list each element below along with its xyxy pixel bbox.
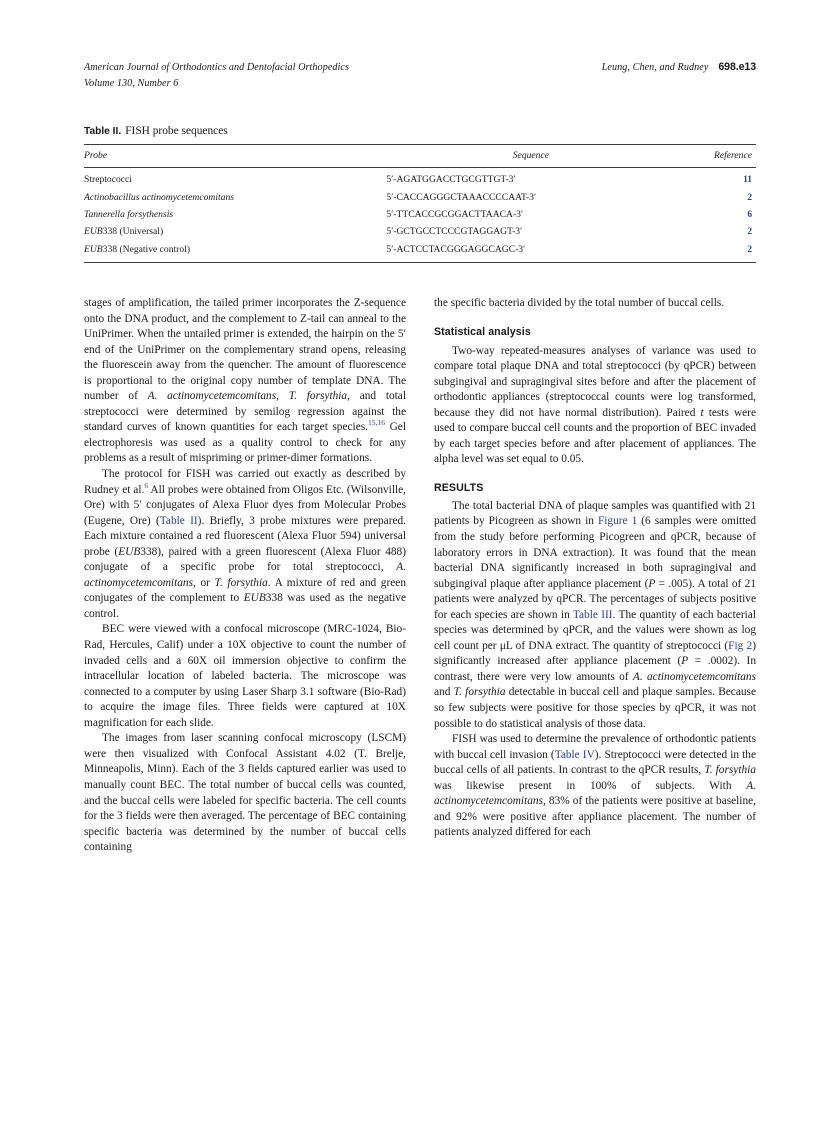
- paragraph-amplification: [84, 296, 406, 467]
- text-run: ) significantly increased after appliance placement (: [434, 639, 757, 668]
- cell-sequence: 5′-CACCAGGGCTAAACCCCAAT-3′: [386, 191, 537, 203]
- cell-sequence: 5′-AGATGGACCTGCGTTGT-3′: [386, 174, 516, 186]
- eub-prefix: EUB: [84, 226, 103, 238]
- table-row: [84, 241, 756, 262]
- journal-volume: Volume 130, Number 6: [84, 77, 179, 89]
- table-ii-link[interactable]: Table II: [159, 514, 198, 527]
- text-run: . A mixture of red and green conjugates of the complement to: [84, 576, 406, 605]
- species-name: T. forsythia: [453, 686, 506, 699]
- paragraph-results-dna: [434, 499, 756, 732]
- cell-reference: [675, 189, 756, 206]
- reference-link[interactable]: 11: [743, 175, 752, 186]
- column-header-probe: Probe: [84, 145, 386, 168]
- table-row: [84, 224, 756, 241]
- species-name: T. forsythia: [704, 764, 756, 777]
- text-run: ). Streptococci were detected in the buccal cells of all patients. In contrast to the qPCR results,: [434, 748, 757, 777]
- article-authors: Leung, Chen, and Rudney: [601, 62, 709, 73]
- text-run: ,: [276, 390, 289, 403]
- text-run: . The quantity of each bacterial species was determined by qPCR, and the values were shown as log cell count per μL of DNA extract. The quantity of streptococci (: [434, 608, 756, 652]
- probe-rest: 338 (Negative control): [102, 243, 191, 255]
- cell-probe: Actinobacillus actinomycetemcomitans: [84, 191, 234, 203]
- paragraph-anova: [434, 344, 756, 468]
- text-run: = .005). A total of 21 patients were analyzed by qPCR. The percentages of subjects positive for each species are shown in: [434, 577, 756, 621]
- journal-name: [84, 60, 349, 91]
- cell-reference: [675, 168, 756, 189]
- table-row: [84, 206, 756, 223]
- text-run: Gel electrophoresis was used as a quality control to check for any problems as a result of mispriming or primer-dimer formations.: [84, 421, 406, 465]
- page-number: 698.e13: [718, 61, 756, 73]
- cell-reference: [675, 241, 756, 262]
- text-run: tests were used to compare buccal cell counts and the proportion of BEC invaded by each target species before and after placement of appliances. The alpha level was set equal to 0.05.: [434, 406, 756, 466]
- eub-prefix: EUB: [84, 243, 103, 255]
- citation-superscript[interactable]: 6: [144, 480, 149, 490]
- column-header-sequence: Sequence: [386, 145, 675, 168]
- body-column-left: [84, 296, 406, 856]
- text-run: The total bacterial DNA of plaque samples was quantified with 21 patients by Picogreen as shown in: [434, 499, 756, 528]
- eub-prefix: EUB: [118, 545, 141, 558]
- text-run: The protocol for FISH was carried out exactly as described by Rudney et al.: [84, 468, 406, 496]
- species-name: T. forsythia: [288, 390, 348, 403]
- text-run: 338 was used as the negative control.: [84, 592, 406, 620]
- table-header-row: [84, 145, 756, 168]
- cell-sequence: 5′-GCTGCCTCCCGTAGGAGT-3′: [386, 226, 523, 238]
- heading-statistical-analysis: Statistical analysis: [434, 325, 531, 338]
- statistic-symbol: t: [700, 406, 704, 419]
- reference-link[interactable]: 6: [747, 209, 752, 220]
- paragraph-buccal-cells: the specific bacteria divided by the total number of buccal cells.: [434, 297, 725, 309]
- table-body: [84, 168, 756, 262]
- text-run: Two-way repeated-measures analyses of variance was used to compare total plaque DNA and total streptococci (by qPCR) between subgingival and supragingival sites before and after the placement of orthodontic appliances (streptococcal counts were log transformed, because they did not have normal distribution). Paired: [434, 344, 756, 419]
- text-run: , 83% of the patients were positive at baseline, and 92% were positive after appliance placement. The number of patients analyzed differed for each: [434, 795, 756, 839]
- cell-sequence: 5′-TTCACCGCGGACTTAACA-3′: [386, 208, 524, 220]
- text-run: detectable in buccal cell and plaque samples. Because so few subjects were positive for those species by qPCR, it was not possible to do statistical analysis of those data.: [434, 686, 757, 730]
- table-block: [84, 124, 756, 263]
- running-head: [84, 60, 756, 94]
- species-name: A. actinomycetemcomitans: [147, 390, 277, 403]
- cell-sequence: 5′-ACTCCTACGGGAGGCAGC-3′: [386, 243, 526, 255]
- cell-probe: Streptococci: [84, 174, 132, 186]
- table-row: [84, 168, 756, 189]
- paragraph-bec-microscope: BEC were viewed with a confocal microscope (MRC-1024, Bio-Rad, Hercules, Calif) under a 10X objective to count the number of invaded cells and a 60X oil immersion objective to confirm the intracellular location of labeled bacteria. The microscope was connected to a computer by using Laser Sharp 3.1 software (Bio-Rad) to acquire the image files. Three fields were captured at 10X magnification for each slide.: [84, 623, 406, 729]
- statistic-symbol: P: [681, 655, 689, 668]
- journal-title: American Journal of Orthodontics and Dentofacial Orthopedics: [84, 62, 350, 73]
- fish-probe-table: [84, 144, 756, 262]
- species-name: T. forsythia: [214, 576, 268, 589]
- paragraph-fish-prevalence: [434, 732, 756, 841]
- text-run: (6 samples were omitted from the study before performing Picogreen and qPCR, because of laboratory errors in DNA extraction). It was found that the mean bacterial DNA significantly increased in both supragingival and subgingival plaque after appliance placement (: [434, 515, 757, 590]
- text-run: , or: [193, 576, 215, 589]
- text-run: FISH was used to determine the prevalence of orthodontic patients with buccal cell invasion (: [434, 733, 756, 761]
- cell-reference: [675, 224, 756, 241]
- citation-superscript[interactable]: 15,16: [367, 418, 386, 428]
- table-iii-link[interactable]: Table III: [572, 608, 613, 621]
- table-title: FISH probe sequences: [125, 125, 228, 137]
- reference-link[interactable]: 2: [747, 244, 752, 255]
- paragraph-lscm-images: The images from laser scanning confocal microscopy (LSCM) were then visualized with Confocal Assistant 4.02 (T. Brelje, Minneapolis, Minn). Each of the 3 fields captured earlier was used to manually count BEC. The total number of buccal cells was counted, and the buccal cells were labeled for specific bacteria. The cell counts for the 3 fields were then averaged. The percentage of BEC containing specific bacteria was determined by the number of buccal cells containing: [84, 732, 406, 854]
- cell-probe: [84, 224, 386, 241]
- table-label: Table II.: [84, 126, 122, 137]
- table-row: [84, 189, 756, 206]
- running-head-right: [602, 60, 756, 76]
- text-run: ). Briefly, 3 probe mixtures were prepared. Each mixture contained a red fluorescent (Alexa Fluor 594) universal probe (: [84, 514, 407, 558]
- cell-probe: [84, 241, 386, 262]
- heading-results: RESULTS: [434, 481, 484, 494]
- probe-rest: 338 (Universal): [102, 226, 164, 238]
- table-caption: [84, 124, 756, 139]
- table-bottom-rule: [84, 262, 756, 263]
- statistic-symbol: P: [648, 577, 656, 590]
- cell-reference: [675, 206, 756, 223]
- column-header-reference: Reference: [675, 145, 756, 168]
- paragraph-fish-protocol: [84, 467, 406, 622]
- text-run: = .0002). In contrast, there were very low amounts of: [434, 655, 756, 683]
- species-name: A. actinomycetemcomitans: [632, 670, 757, 683]
- text-run: and: [434, 686, 454, 699]
- table-head: [84, 145, 756, 168]
- body-column-right: [434, 296, 756, 841]
- text-run: , and total streptococci were determined by semilog regression against the standard curves of known quantities for each target species.: [84, 390, 406, 434]
- figure-2-link[interactable]: Fig 2: [728, 639, 753, 652]
- text-run: was likewise present in 100% of subjects. With: [434, 779, 747, 792]
- text-run: All probes were obtained from Oligos Etc. (Wilsonville, Ore) with 5′ conjugates of Alexa Fluor dyes from Molecular Probes (Eugene, Ore) (: [84, 483, 406, 527]
- table-iv-link[interactable]: Table IV: [554, 748, 595, 761]
- text-run: stages of amplification, the tailed primer incorporates the Z-sequence onto the DNA product, and the complement to Z-tail can anneal to the UniPrimer. When the untailed primer is extended, the hairpin on the 5′ end of the UniPrimer on the complementary strand opens, releasing the fluorescein away from the quencher. The amount of fluorescence is proportional to the original copy number of template DNA. The number of: [84, 297, 406, 403]
- species-name: A. actinomycetemcomitans: [434, 779, 756, 808]
- species-name: A. actinomycetemcomitans: [84, 561, 406, 589]
- reference-link[interactable]: 2: [747, 192, 752, 203]
- eub-prefix: EUB: [243, 592, 266, 605]
- text-run: 338), paired with a green fluorescent (Alexa Fluor 488) conjugate of a specific probe for total streptococci,: [84, 545, 406, 574]
- figure-1-link[interactable]: Figure 1: [597, 515, 638, 528]
- cell-probe: Tannerella forsythensis: [84, 208, 174, 220]
- reference-link[interactable]: 2: [747, 227, 752, 238]
